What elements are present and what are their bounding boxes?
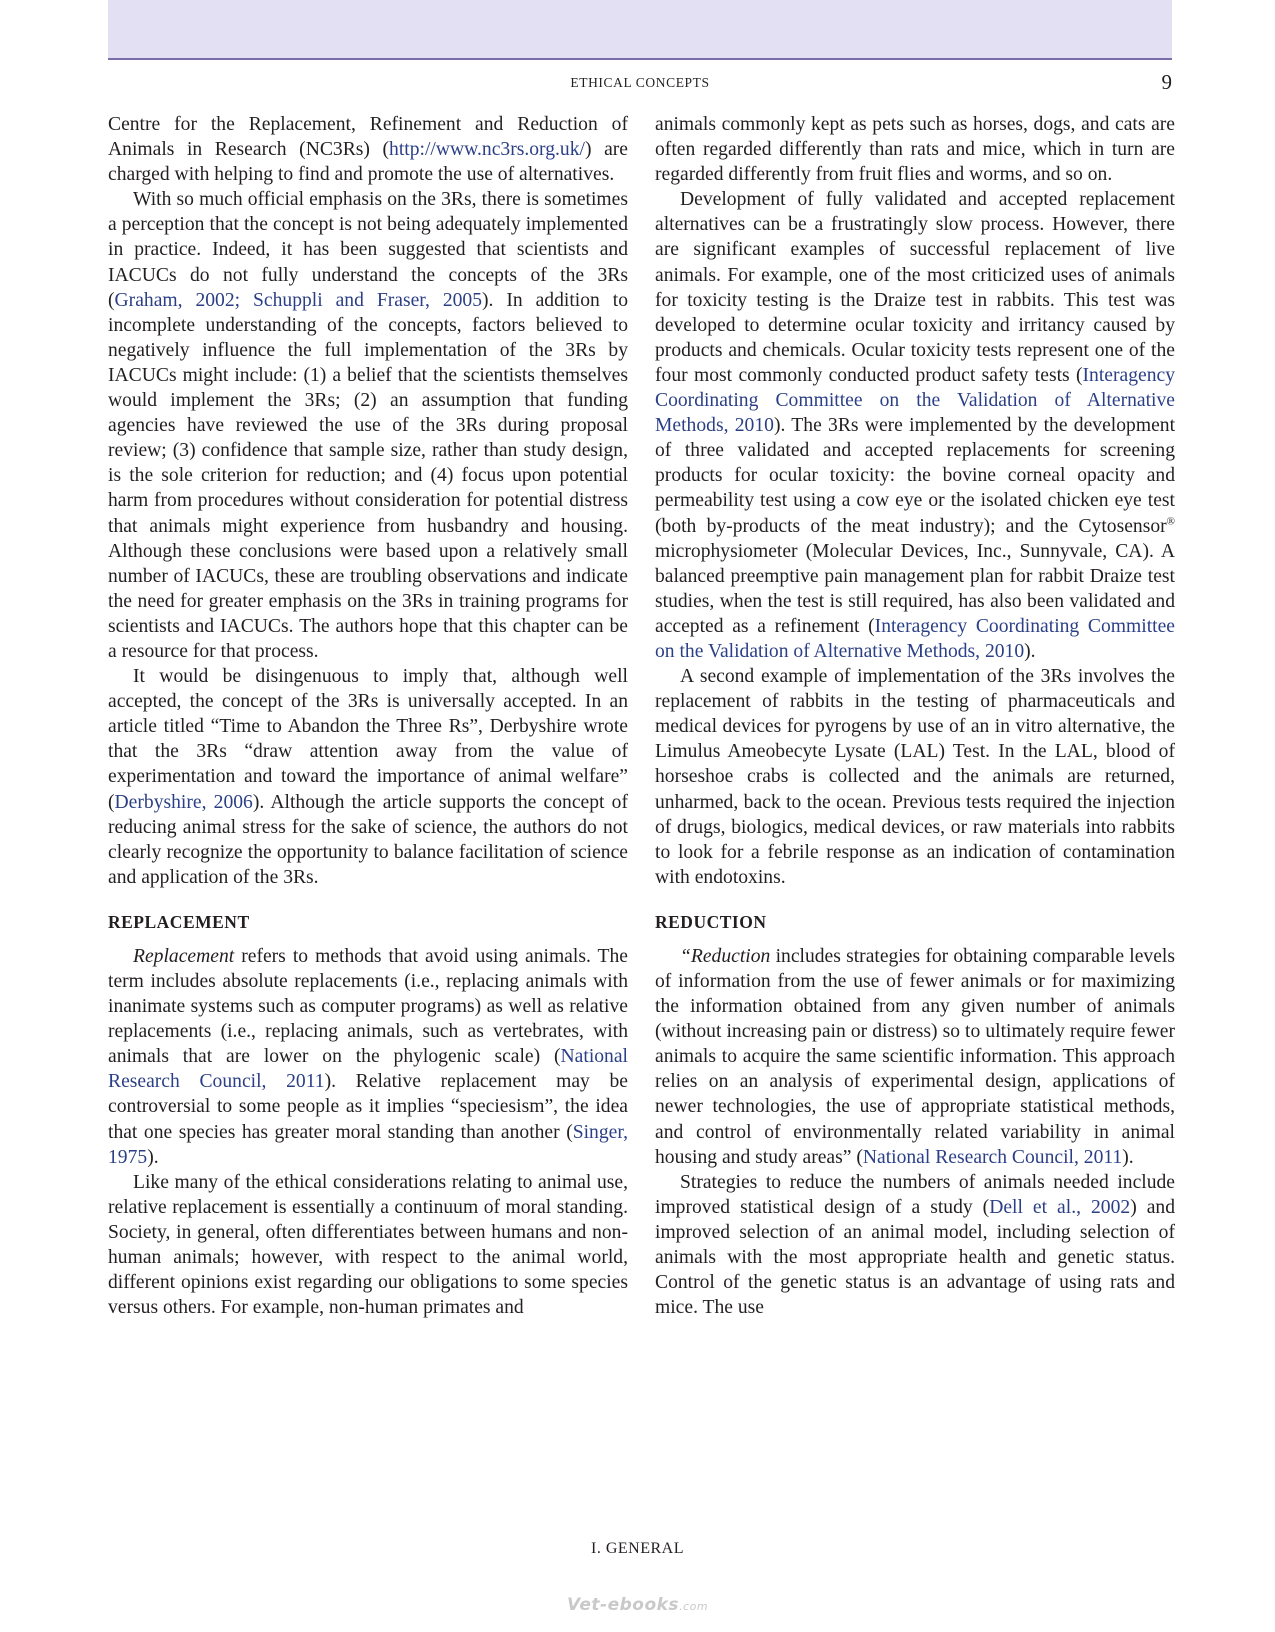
citation-link[interactable]: National Research Council, 2011 bbox=[862, 1146, 1123, 1168]
paragraph bbox=[655, 944, 1175, 1170]
page-number: 9 bbox=[1161, 70, 1172, 94]
watermark bbox=[0, 1595, 1275, 1615]
citation-link[interactable]: Derbyshire, 2006 bbox=[114, 791, 253, 813]
paragraph: A second example of implementation of the 3Rs involves the replacement of rabbits in the testing of pharmaceuticals and medical devices for pyrogens by use of an in vitro alternative, the Limulus Ameobecyte Lysate (LAL) Test. In the LAL, blood of horseshoe crabs is collected and the animals are returned, unharmed, back to the ocean. Previous tests required the injection of drugs, biologics, medical devices, or raw materials into rabbits to look for a febrile response as an indication of contamination with endotoxins. bbox=[655, 666, 1175, 888]
defined-term: “Reduction bbox=[680, 945, 771, 967]
nc3rs-link[interactable]: http://www.nc3rs.org.uk/ bbox=[389, 139, 585, 161]
paragraph: Like many of the ethical considerations relating to animal use, relative replacement is essentially a continuum of moral standing. Society, in general, often differentiates between humans and non-human animals; however, with respect to the animal world, different opinions exist regarding our obligations to some species versus others. For example, non-human primates and bbox=[108, 1171, 628, 1319]
left-column bbox=[108, 112, 628, 1320]
watermark-suffix: .com bbox=[679, 1600, 709, 1613]
paragraph bbox=[655, 187, 1175, 664]
paragraph bbox=[108, 664, 628, 890]
running-head bbox=[108, 72, 1172, 94]
citation-link[interactable]: National Research Council, 2011 bbox=[108, 1046, 628, 1093]
paragraph-text: refers to methods that avoid using animals. The term includes absolute replacements (i.e., replacing animals with inanimate systems such as computer programs) as well as relative replacements (i.e., replacing animals, such as vertebrates, with animals that are lower on the phylogenic scale) ( bbox=[108, 945, 628, 1068]
paragraph bbox=[655, 1170, 1175, 1321]
paragraph-text: ). bbox=[1122, 1146, 1134, 1168]
paragraph-text: ). bbox=[1024, 640, 1036, 662]
watermark-text: Vet-ebooks bbox=[566, 1595, 680, 1615]
paragraph-text: includes strategies for obtaining comparable levels of information from the use of fewer animals or for maximizing the information obtained from any given number of animals (without increasing pain or distress) so to ultimately require fewer animals to acquire the same scientific information. This approach relies on an analysis of experimental design, applications of newer technologies, the use of appropriate statistical methods, and control of environmentally related variability in animal housing and study areas” ( bbox=[655, 945, 1175, 1168]
paragraph-text: ). Although the article supports the concept of reducing animal stress for the sake of science, the authors do not clearly recognize the opportunity to balance facilitation of science and application of the 3Rs. bbox=[108, 791, 628, 888]
paragraph-text: microphysiometer (Molecular Devices, Inc., Sunnyvale, CA). A balanced preemptive pain management plan for rabbit Draize test studies, when the test is still required, has also been validated and accepted as a refinement ( bbox=[655, 540, 1175, 637]
right-column bbox=[655, 112, 1175, 1320]
footer-section-label: I. GENERAL bbox=[591, 1540, 684, 1557]
paragraph-text: ). In addition to incomplete understanding of the concepts, factors believed to negatively influence the full implementation of the 3Rs by IACUCs might include: (1) a belief that the scientists themselves would implement the 3Rs; (2) an assumption that funding agencies have reviewed the use of the 3Rs during proposal review; (3) confidence that sample size, rather than study design, is the sole criterion for reduction; and (4) focus upon potential harm from procedures without consideration for potential distress that animals might experience from husbandry and housing. Although these conclusions were based upon a relatively small number of IACUCs, these are troubling observations and indicate the need for greater emphasis on the 3Rs in training programs for scientists and IACUCs. The authors hope that this chapter can be a resource for that process. bbox=[108, 289, 628, 662]
citation-link[interactable]: Interagency Coordinating Committee on the Validation of Alternative Methods, 2010 bbox=[655, 615, 1175, 662]
citation-link[interactable]: Interagency Coordinating Committee on the Validation of Alternative Methods, 2010 bbox=[655, 364, 1175, 437]
paragraph-text: ). Relative replacement may be controversial to some people as it implies “speciesism”, the idea that one species has greater moral standing than another ( bbox=[108, 1071, 628, 1143]
paragraph-text: Strategies to reduce the numbers of animals needed include improved statistical design of a study ( bbox=[655, 1171, 1175, 1218]
section-heading-replacement: REPLACEMENT bbox=[108, 911, 250, 932]
section-heading-reduction: REDUCTION bbox=[655, 911, 767, 932]
paragraph-text: Development of fully validated and accepted replacement alternatives can be a frustratingly slow process. However, there are significant examples of successful replacement of live animals. For example, one of the most criticized uses of animals for toxicity testing is the Draize test in rabbits. This test was developed to determine ocular toxicity and irritancy caused by products and chemicals. Ocular toxicity tests represent one of the four most commonly conducted product safety tests ( bbox=[655, 189, 1175, 386]
paragraph-text: With so much official emphasis on the 3Rs, there is sometimes a perception that the concept is not being adequately implemented in practice. Indeed, it has been suggested that scientists and IACUCs do not fully understand the concepts of the 3Rs ( bbox=[108, 189, 628, 311]
running-title: ETHICAL CONCEPTS bbox=[570, 75, 710, 90]
paragraph-text: Centre for the Replacement, Refinement and Reduction of Animals in Research (NC3Rs) ( bbox=[108, 114, 628, 161]
defined-term: Replacement bbox=[133, 945, 235, 967]
paragraph-text: It would be disingenuous to imply that, although well accepted, the concept of the 3Rs is universally accepted. In an article titled “Time to Abandon the Three Rs”, Derbyshire wrote that the 3Rs “draw attention away from the value of experimentation and toward the importance of animal welfare” ( bbox=[108, 666, 628, 813]
paragraph-text: ) are charged with helping to find and promote the use of alternatives. bbox=[108, 139, 628, 186]
citation-link[interactable]: Dell et al., 2002 bbox=[989, 1196, 1131, 1218]
citation-link[interactable]: Graham, 2002; Schuppli and Fraser, 2005 bbox=[114, 289, 483, 311]
citation-link[interactable]: Singer, 1975 bbox=[108, 1121, 628, 1168]
paragraph bbox=[108, 944, 628, 1170]
paragraph-text: ). bbox=[147, 1146, 159, 1168]
paragraph bbox=[108, 187, 628, 664]
paragraph-text: ) and improved selection of an animal model, including selection of animals with the most appropriate health and genetic status. Control of the genetic status is an advantage of using rats and mice. The use bbox=[655, 1196, 1175, 1319]
header-band bbox=[108, 0, 1172, 60]
paragraph: animals commonly kept as pets such as horses, dogs, and cats are often regarded differently than rats and mice, which in turn are regarded differently from fruit flies and worms, and so on. bbox=[655, 114, 1175, 186]
paragraph-text: ). The 3Rs were implemented by the development of three validated and accepted replacements for screening products for ocular toxicity: the bovine corneal opacity and permeability test using a cow eye or the isolated chicken eye test (both by-products of the meat industry); and the Cytosensor bbox=[655, 415, 1176, 537]
paragraph bbox=[108, 112, 628, 187]
registered-mark: ® bbox=[1166, 514, 1175, 527]
